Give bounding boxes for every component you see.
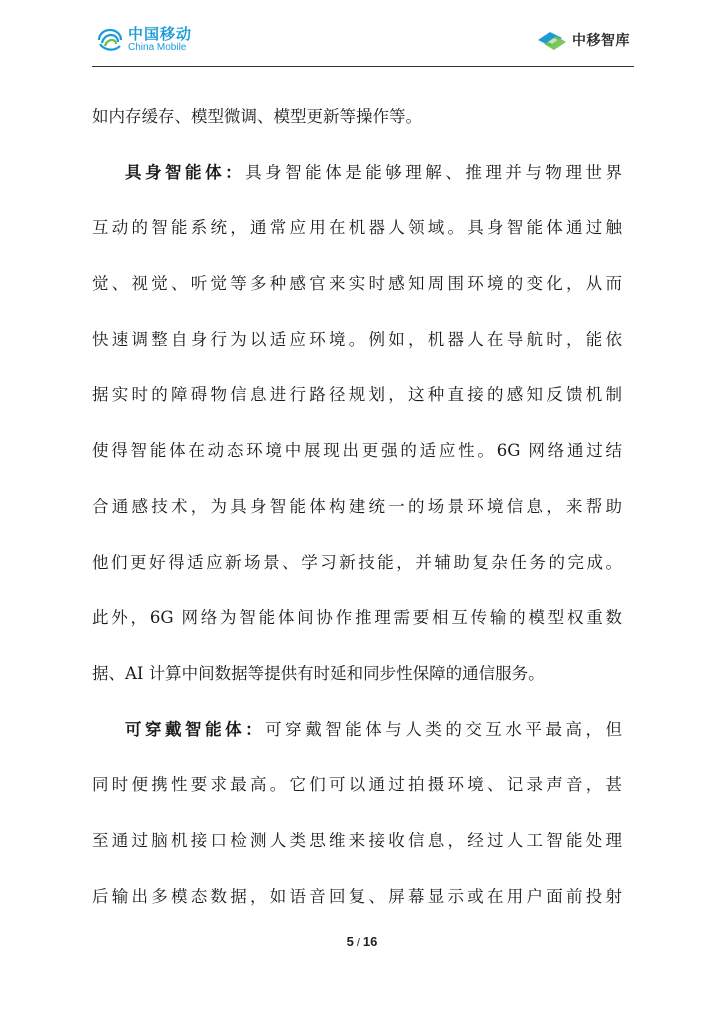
text-line: 合通感技术，为具身智能体构建统一的场景环境信息，来帮助 [92,496,622,516]
text-line: 快速调整自身行为以适应环境。例如，机器人在导航时，能依 [92,329,622,349]
page-header [92,22,634,67]
text-line: 使得智能体在动态环境中展现出更强的适应性。6G 网络通过结 [92,441,622,461]
page-total: 16 [362,934,378,949]
section-heading-embodied-agent: 具身智能体： [125,162,246,182]
china-mobile-logo-icon [96,26,124,54]
text-line: 觉、视觉、听觉等多种感官来实时感知周围环境的变化，从而 [92,274,622,294]
text-line: 互动的智能系统，通常应用在机器人领域。具身智能体通过触 [92,218,622,238]
china-mobile-logo [96,26,192,54]
think-tank-name: 中移智库 [572,33,630,49]
think-tank-logo [536,26,630,54]
page-separator: / [356,937,360,949]
text-line: 据、AI 计算中间数据等提供有时延和同步性保障的通信服务。 [92,663,545,683]
page-current: 5 [346,934,354,949]
zhongyi-think-tank-logo-icon [536,26,568,54]
text-line: 如内存缓存、模型微调、模型更新等操作等。 [92,107,422,126]
text-line: 具身智能体：具身智能体是能够理解、推理并与物理世界 [125,162,623,182]
text-line: 至通过脑机接口检测人类思维来接收信息，经过人工智能处理 [92,830,622,850]
china-mobile-name-en: China Mobile [128,42,187,53]
china-mobile-name-cn: 中国移动 [128,25,193,43]
text-line: 他们更好得适应新场景、学习新技能，并辅助复杂任务的完成。 [92,552,622,572]
text-line: 据实时的障碍物信息进行路径规划，这种直接的感知反馈机制 [92,385,622,405]
text-line: 可穿戴智能体：可穿戴智能体与人类的交互水平最高，但 [125,719,623,739]
text-line: 后输出多模态数据，如语音回复、屏幕显示或在用户面前投射 [92,886,622,906]
text-line: 此外，6G 网络为智能体间协作推理需要相互传输的模型权重数 [92,608,622,628]
document-body [92,96,622,931]
section-heading-wearable-agent: 可穿戴智能体： [125,719,266,739]
page-number [0,934,724,949]
text-line: 同时便携性要求最高。它们可以通过拍摄环境、记录声音，甚 [92,775,622,795]
